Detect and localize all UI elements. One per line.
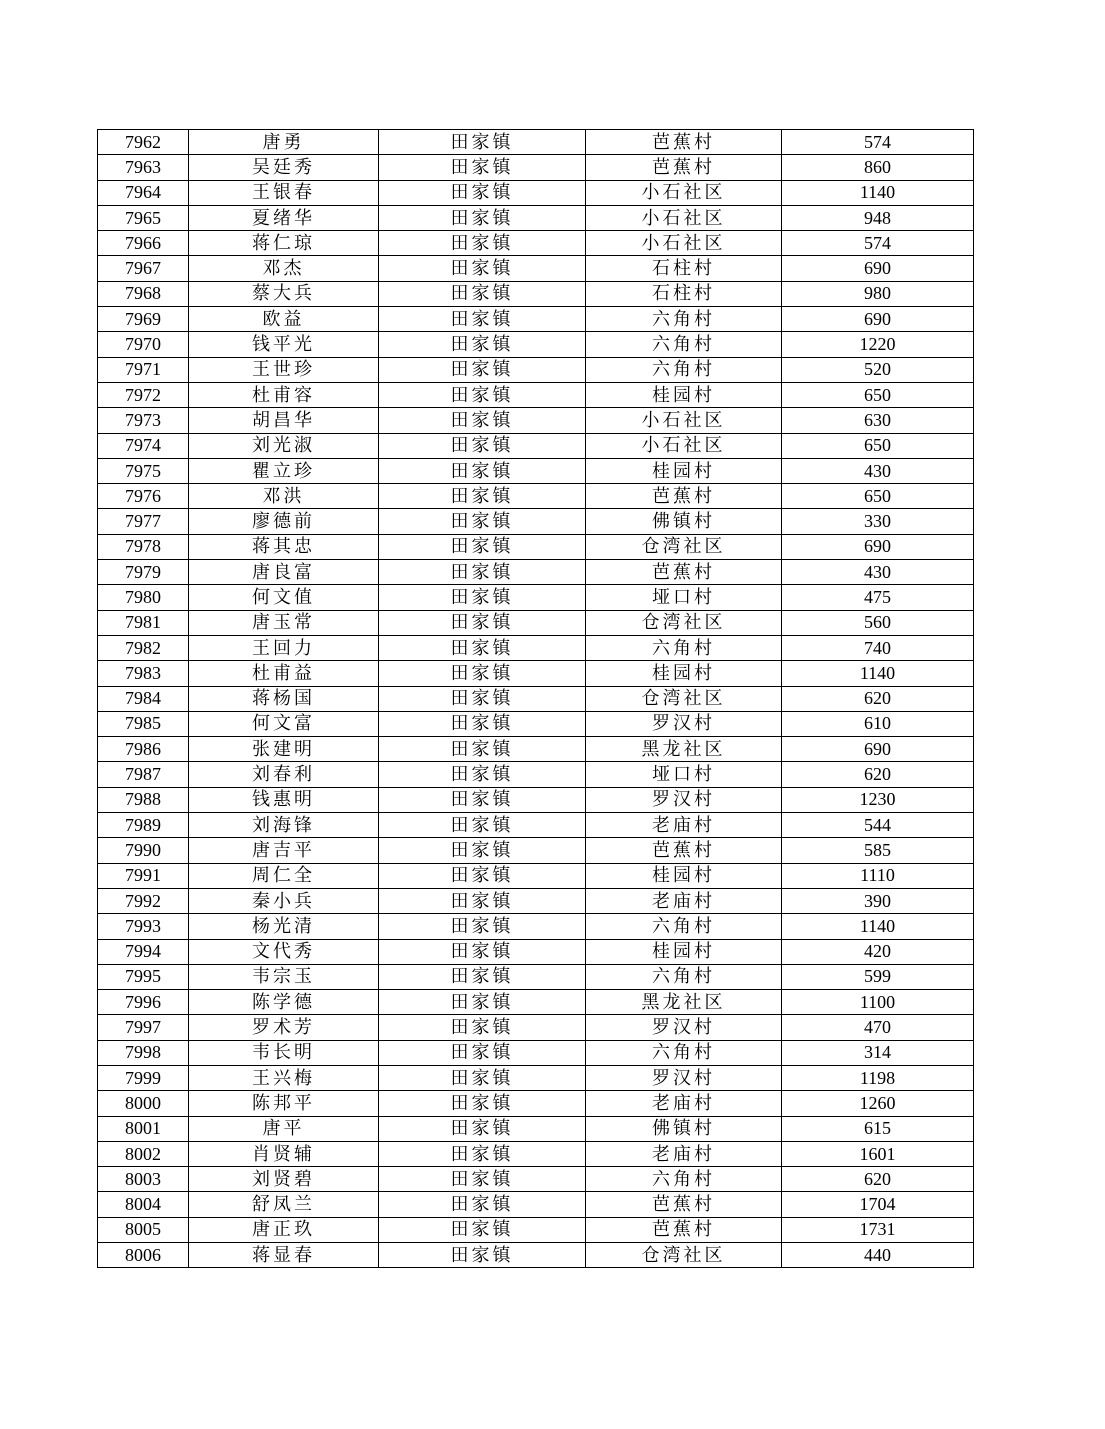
village-cell: 桂园村: [586, 863, 782, 888]
table-row: [98, 585, 974, 610]
name-cell: 何文富: [189, 711, 379, 736]
table-row: [98, 787, 974, 812]
row-number-cell: 7965: [98, 205, 189, 230]
amount-cell: 980: [782, 281, 974, 306]
name-cell: 唐吉平: [189, 838, 379, 863]
village-cell: 佛镇村: [586, 509, 782, 534]
town-cell: 田家镇: [379, 863, 586, 888]
name-cell: 钱平光: [189, 332, 379, 357]
village-cell: 六角村: [586, 964, 782, 989]
table-row: [98, 888, 974, 913]
name-cell: 蔡大兵: [189, 281, 379, 306]
table-row: [98, 382, 974, 407]
row-number-cell: 7990: [98, 838, 189, 863]
amount-cell: 1220: [782, 332, 974, 357]
row-number-cell: 7972: [98, 382, 189, 407]
village-cell: 小石社区: [586, 408, 782, 433]
name-cell: 刘海锋: [189, 813, 379, 838]
table-row: [98, 610, 974, 635]
amount-cell: 610: [782, 711, 974, 736]
town-cell: 田家镇: [379, 964, 586, 989]
village-cell: 芭蕉村: [586, 484, 782, 509]
village-cell: 黑龙社区: [586, 737, 782, 762]
row-number-cell: 7967: [98, 256, 189, 281]
town-cell: 田家镇: [379, 408, 586, 433]
row-number-cell: 7970: [98, 332, 189, 357]
name-cell: 王回力: [189, 635, 379, 660]
amount-cell: 615: [782, 1116, 974, 1141]
village-cell: 六角村: [586, 357, 782, 382]
name-cell: 周仁全: [189, 863, 379, 888]
name-cell: 欧益: [189, 307, 379, 332]
table-row: [98, 1040, 974, 1065]
table-row: [98, 1217, 974, 1242]
village-cell: 芭蕉村: [586, 1192, 782, 1217]
row-number-cell: 7986: [98, 737, 189, 762]
name-cell: 王兴梅: [189, 1065, 379, 1090]
town-cell: 田家镇: [379, 1015, 586, 1040]
name-cell: 杨光清: [189, 914, 379, 939]
row-number-cell: 7974: [98, 433, 189, 458]
name-cell: 何文值: [189, 585, 379, 610]
amount-cell: 860: [782, 155, 974, 180]
table-row: [98, 281, 974, 306]
row-number-cell: 7962: [98, 130, 189, 155]
village-cell: 罗汉村: [586, 1065, 782, 1090]
row-number-cell: 7980: [98, 585, 189, 610]
table-row: [98, 332, 974, 357]
amount-cell: 740: [782, 635, 974, 660]
amount-cell: 1140: [782, 914, 974, 939]
row-number-cell: 7981: [98, 610, 189, 635]
row-number-cell: 7999: [98, 1065, 189, 1090]
amount-cell: 650: [782, 484, 974, 509]
amount-cell: 690: [782, 256, 974, 281]
name-cell: 蒋显春: [189, 1243, 379, 1268]
town-cell: 田家镇: [379, 661, 586, 686]
town-cell: 田家镇: [379, 813, 586, 838]
town-cell: 田家镇: [379, 1192, 586, 1217]
town-cell: 田家镇: [379, 686, 586, 711]
row-number-cell: 7964: [98, 180, 189, 205]
row-number-cell: 7997: [98, 1015, 189, 1040]
amount-cell: 599: [782, 964, 974, 989]
village-cell: 桂园村: [586, 382, 782, 407]
village-cell: 小石社区: [586, 231, 782, 256]
table-row: [98, 231, 974, 256]
row-number-cell: 7968: [98, 281, 189, 306]
town-cell: 田家镇: [379, 711, 586, 736]
name-cell: 唐玉常: [189, 610, 379, 635]
town-cell: 田家镇: [379, 1217, 586, 1242]
table-row: [98, 939, 974, 964]
town-cell: 田家镇: [379, 888, 586, 913]
table-row: [98, 686, 974, 711]
table-row: [98, 711, 974, 736]
name-cell: 罗术芳: [189, 1015, 379, 1040]
town-cell: 田家镇: [379, 737, 586, 762]
village-cell: 罗汉村: [586, 711, 782, 736]
name-cell: 杜甫益: [189, 661, 379, 686]
row-number-cell: 7991: [98, 863, 189, 888]
town-cell: 田家镇: [379, 838, 586, 863]
row-number-cell: 7971: [98, 357, 189, 382]
table-row: [98, 130, 974, 155]
town-cell: 田家镇: [379, 307, 586, 332]
town-cell: 田家镇: [379, 281, 586, 306]
name-cell: 钱惠明: [189, 787, 379, 812]
table-row: [98, 1116, 974, 1141]
amount-cell: 440: [782, 1243, 974, 1268]
table-row: [98, 838, 974, 863]
town-cell: 田家镇: [379, 180, 586, 205]
village-cell: 桂园村: [586, 939, 782, 964]
village-cell: 六角村: [586, 635, 782, 660]
amount-cell: 690: [782, 737, 974, 762]
name-cell: 胡昌华: [189, 408, 379, 433]
amount-cell: 1140: [782, 661, 974, 686]
amount-cell: 430: [782, 458, 974, 483]
village-cell: 老庙村: [586, 888, 782, 913]
town-cell: 田家镇: [379, 130, 586, 155]
name-cell: 邓洪: [189, 484, 379, 509]
village-cell: 芭蕉村: [586, 560, 782, 585]
row-number-cell: 7969: [98, 307, 189, 332]
name-cell: 文代秀: [189, 939, 379, 964]
village-cell: 垭口村: [586, 762, 782, 787]
amount-cell: 650: [782, 433, 974, 458]
amount-cell: 314: [782, 1040, 974, 1065]
name-cell: 刘春利: [189, 762, 379, 787]
name-cell: 王银春: [189, 180, 379, 205]
name-cell: 杜甫容: [189, 382, 379, 407]
table-row: [98, 1192, 974, 1217]
amount-cell: 620: [782, 1167, 974, 1192]
amount-cell: 1198: [782, 1065, 974, 1090]
table-row: [98, 357, 974, 382]
row-number-cell: 7973: [98, 408, 189, 433]
table-row: [98, 1141, 974, 1166]
row-number-cell: 7988: [98, 787, 189, 812]
amount-cell: 520: [782, 357, 974, 382]
town-cell: 田家镇: [379, 635, 586, 660]
amount-cell: 690: [782, 307, 974, 332]
row-number-cell: 8005: [98, 1217, 189, 1242]
row-number-cell: 7984: [98, 686, 189, 711]
table-row: [98, 1065, 974, 1090]
amount-cell: 650: [782, 382, 974, 407]
town-cell: 田家镇: [379, 560, 586, 585]
table-row: [98, 737, 974, 762]
town-cell: 田家镇: [379, 534, 586, 559]
amount-cell: 690: [782, 534, 974, 559]
town-cell: 田家镇: [379, 1167, 586, 1192]
name-cell: 张建明: [189, 737, 379, 762]
row-number-cell: 7987: [98, 762, 189, 787]
town-cell: 田家镇: [379, 762, 586, 787]
amount-cell: 620: [782, 686, 974, 711]
village-cell: 六角村: [586, 332, 782, 357]
village-cell: 仓湾社区: [586, 1243, 782, 1268]
town-cell: 田家镇: [379, 1116, 586, 1141]
row-number-cell: 7998: [98, 1040, 189, 1065]
table-row: [98, 560, 974, 585]
town-cell: 田家镇: [379, 458, 586, 483]
town-cell: 田家镇: [379, 256, 586, 281]
town-cell: 田家镇: [379, 205, 586, 230]
town-cell: 田家镇: [379, 357, 586, 382]
table-row: [98, 661, 974, 686]
table-row: [98, 307, 974, 332]
amount-cell: 1230: [782, 787, 974, 812]
name-cell: 韦宗玉: [189, 964, 379, 989]
town-cell: 田家镇: [379, 382, 586, 407]
amount-cell: 574: [782, 231, 974, 256]
town-cell: 田家镇: [379, 1141, 586, 1166]
name-cell: 吴廷秀: [189, 155, 379, 180]
table-row: [98, 484, 974, 509]
name-cell: 刘贤碧: [189, 1167, 379, 1192]
row-number-cell: 7977: [98, 509, 189, 534]
name-cell: 蒋其忠: [189, 534, 379, 559]
town-cell: 田家镇: [379, 585, 586, 610]
table-row: [98, 408, 974, 433]
name-cell: 舒凤兰: [189, 1192, 379, 1217]
name-cell: 陈学德: [189, 990, 379, 1015]
village-cell: 小石社区: [586, 433, 782, 458]
town-cell: 田家镇: [379, 332, 586, 357]
row-number-cell: 7963: [98, 155, 189, 180]
village-cell: 芭蕉村: [586, 1217, 782, 1242]
village-cell: 六角村: [586, 914, 782, 939]
row-number-cell: 7975: [98, 458, 189, 483]
name-cell: 肖贤辅: [189, 1141, 379, 1166]
table-row: [98, 534, 974, 559]
amount-cell: 585: [782, 838, 974, 863]
row-number-cell: 7995: [98, 964, 189, 989]
table-row: [98, 635, 974, 660]
village-cell: 芭蕉村: [586, 838, 782, 863]
town-cell: 田家镇: [379, 1040, 586, 1065]
town-cell: 田家镇: [379, 433, 586, 458]
row-number-cell: 7979: [98, 560, 189, 585]
table-row: [98, 458, 974, 483]
town-cell: 田家镇: [379, 1243, 586, 1268]
village-cell: 石柱村: [586, 281, 782, 306]
amount-cell: 620: [782, 762, 974, 787]
village-cell: 小石社区: [586, 205, 782, 230]
row-number-cell: 8002: [98, 1141, 189, 1166]
table-row: [98, 433, 974, 458]
name-cell: 廖德前: [189, 509, 379, 534]
amount-cell: 948: [782, 205, 974, 230]
amount-cell: 330: [782, 509, 974, 534]
village-cell: 仓湾社区: [586, 610, 782, 635]
row-number-cell: 8006: [98, 1243, 189, 1268]
town-cell: 田家镇: [379, 990, 586, 1015]
amount-cell: 1260: [782, 1091, 974, 1116]
name-cell: 瞿立珍: [189, 458, 379, 483]
table-row: [98, 509, 974, 534]
village-cell: 桂园村: [586, 661, 782, 686]
data-table: [97, 129, 974, 1268]
row-number-cell: 7996: [98, 990, 189, 1015]
village-cell: 老庙村: [586, 813, 782, 838]
name-cell: 邓杰: [189, 256, 379, 281]
amount-cell: 1110: [782, 863, 974, 888]
name-cell: 刘光淑: [189, 433, 379, 458]
name-cell: 秦小兵: [189, 888, 379, 913]
town-cell: 田家镇: [379, 914, 586, 939]
village-cell: 罗汉村: [586, 787, 782, 812]
village-cell: 小石社区: [586, 180, 782, 205]
amount-cell: 630: [782, 408, 974, 433]
table-row: [98, 1243, 974, 1268]
table-row: [98, 964, 974, 989]
village-cell: 桂园村: [586, 458, 782, 483]
amount-cell: 475: [782, 585, 974, 610]
village-cell: 芭蕉村: [586, 130, 782, 155]
name-cell: 唐勇: [189, 130, 379, 155]
row-number-cell: 8004: [98, 1192, 189, 1217]
row-number-cell: 8000: [98, 1091, 189, 1116]
row-number-cell: 7976: [98, 484, 189, 509]
table-row: [98, 813, 974, 838]
row-number-cell: 7983: [98, 661, 189, 686]
row-number-cell: 7966: [98, 231, 189, 256]
amount-cell: 1601: [782, 1141, 974, 1166]
village-cell: 芭蕉村: [586, 155, 782, 180]
town-cell: 田家镇: [379, 155, 586, 180]
table-body: [98, 130, 974, 1268]
village-cell: 黑龙社区: [586, 990, 782, 1015]
village-cell: 石柱村: [586, 256, 782, 281]
row-number-cell: 7982: [98, 635, 189, 660]
row-number-cell: 7992: [98, 888, 189, 913]
name-cell: 王世珍: [189, 357, 379, 382]
row-number-cell: 7994: [98, 939, 189, 964]
village-cell: 仓湾社区: [586, 686, 782, 711]
town-cell: 田家镇: [379, 509, 586, 534]
name-cell: 陈邦平: [189, 1091, 379, 1116]
table-row: [98, 1167, 974, 1192]
name-cell: 蒋杨国: [189, 686, 379, 711]
village-cell: 老庙村: [586, 1091, 782, 1116]
town-cell: 田家镇: [379, 1091, 586, 1116]
table-row: [98, 180, 974, 205]
village-cell: 佛镇村: [586, 1116, 782, 1141]
town-cell: 田家镇: [379, 787, 586, 812]
name-cell: 夏绪华: [189, 205, 379, 230]
town-cell: 田家镇: [379, 939, 586, 964]
table-row: [98, 1015, 974, 1040]
village-cell: 六角村: [586, 1040, 782, 1065]
table-row: [98, 914, 974, 939]
row-number-cell: 7989: [98, 813, 189, 838]
name-cell: 韦长明: [189, 1040, 379, 1065]
row-number-cell: 8001: [98, 1116, 189, 1141]
village-cell: 垭口村: [586, 585, 782, 610]
town-cell: 田家镇: [379, 484, 586, 509]
amount-cell: 544: [782, 813, 974, 838]
amount-cell: 560: [782, 610, 974, 635]
amount-cell: 390: [782, 888, 974, 913]
name-cell: 蒋仁琼: [189, 231, 379, 256]
amount-cell: 1731: [782, 1217, 974, 1242]
amount-cell: 574: [782, 130, 974, 155]
village-cell: 老庙村: [586, 1141, 782, 1166]
table-row: [98, 256, 974, 281]
row-number-cell: 8003: [98, 1167, 189, 1192]
amount-cell: 1140: [782, 180, 974, 205]
table-row: [98, 762, 974, 787]
town-cell: 田家镇: [379, 610, 586, 635]
table-row: [98, 863, 974, 888]
table-row: [98, 155, 974, 180]
row-number-cell: 7985: [98, 711, 189, 736]
name-cell: 唐平: [189, 1116, 379, 1141]
amount-cell: 430: [782, 560, 974, 585]
name-cell: 唐正玖: [189, 1217, 379, 1242]
row-number-cell: 7978: [98, 534, 189, 559]
table-row: [98, 205, 974, 230]
row-number-cell: 7993: [98, 914, 189, 939]
name-cell: 唐良富: [189, 560, 379, 585]
village-cell: 六角村: [586, 307, 782, 332]
town-cell: 田家镇: [379, 1065, 586, 1090]
amount-cell: 1704: [782, 1192, 974, 1217]
table-row: [98, 1091, 974, 1116]
village-cell: 仓湾社区: [586, 534, 782, 559]
table-row: [98, 990, 974, 1015]
amount-cell: 470: [782, 1015, 974, 1040]
town-cell: 田家镇: [379, 231, 586, 256]
amount-cell: 1100: [782, 990, 974, 1015]
village-cell: 罗汉村: [586, 1015, 782, 1040]
village-cell: 六角村: [586, 1167, 782, 1192]
amount-cell: 420: [782, 939, 974, 964]
